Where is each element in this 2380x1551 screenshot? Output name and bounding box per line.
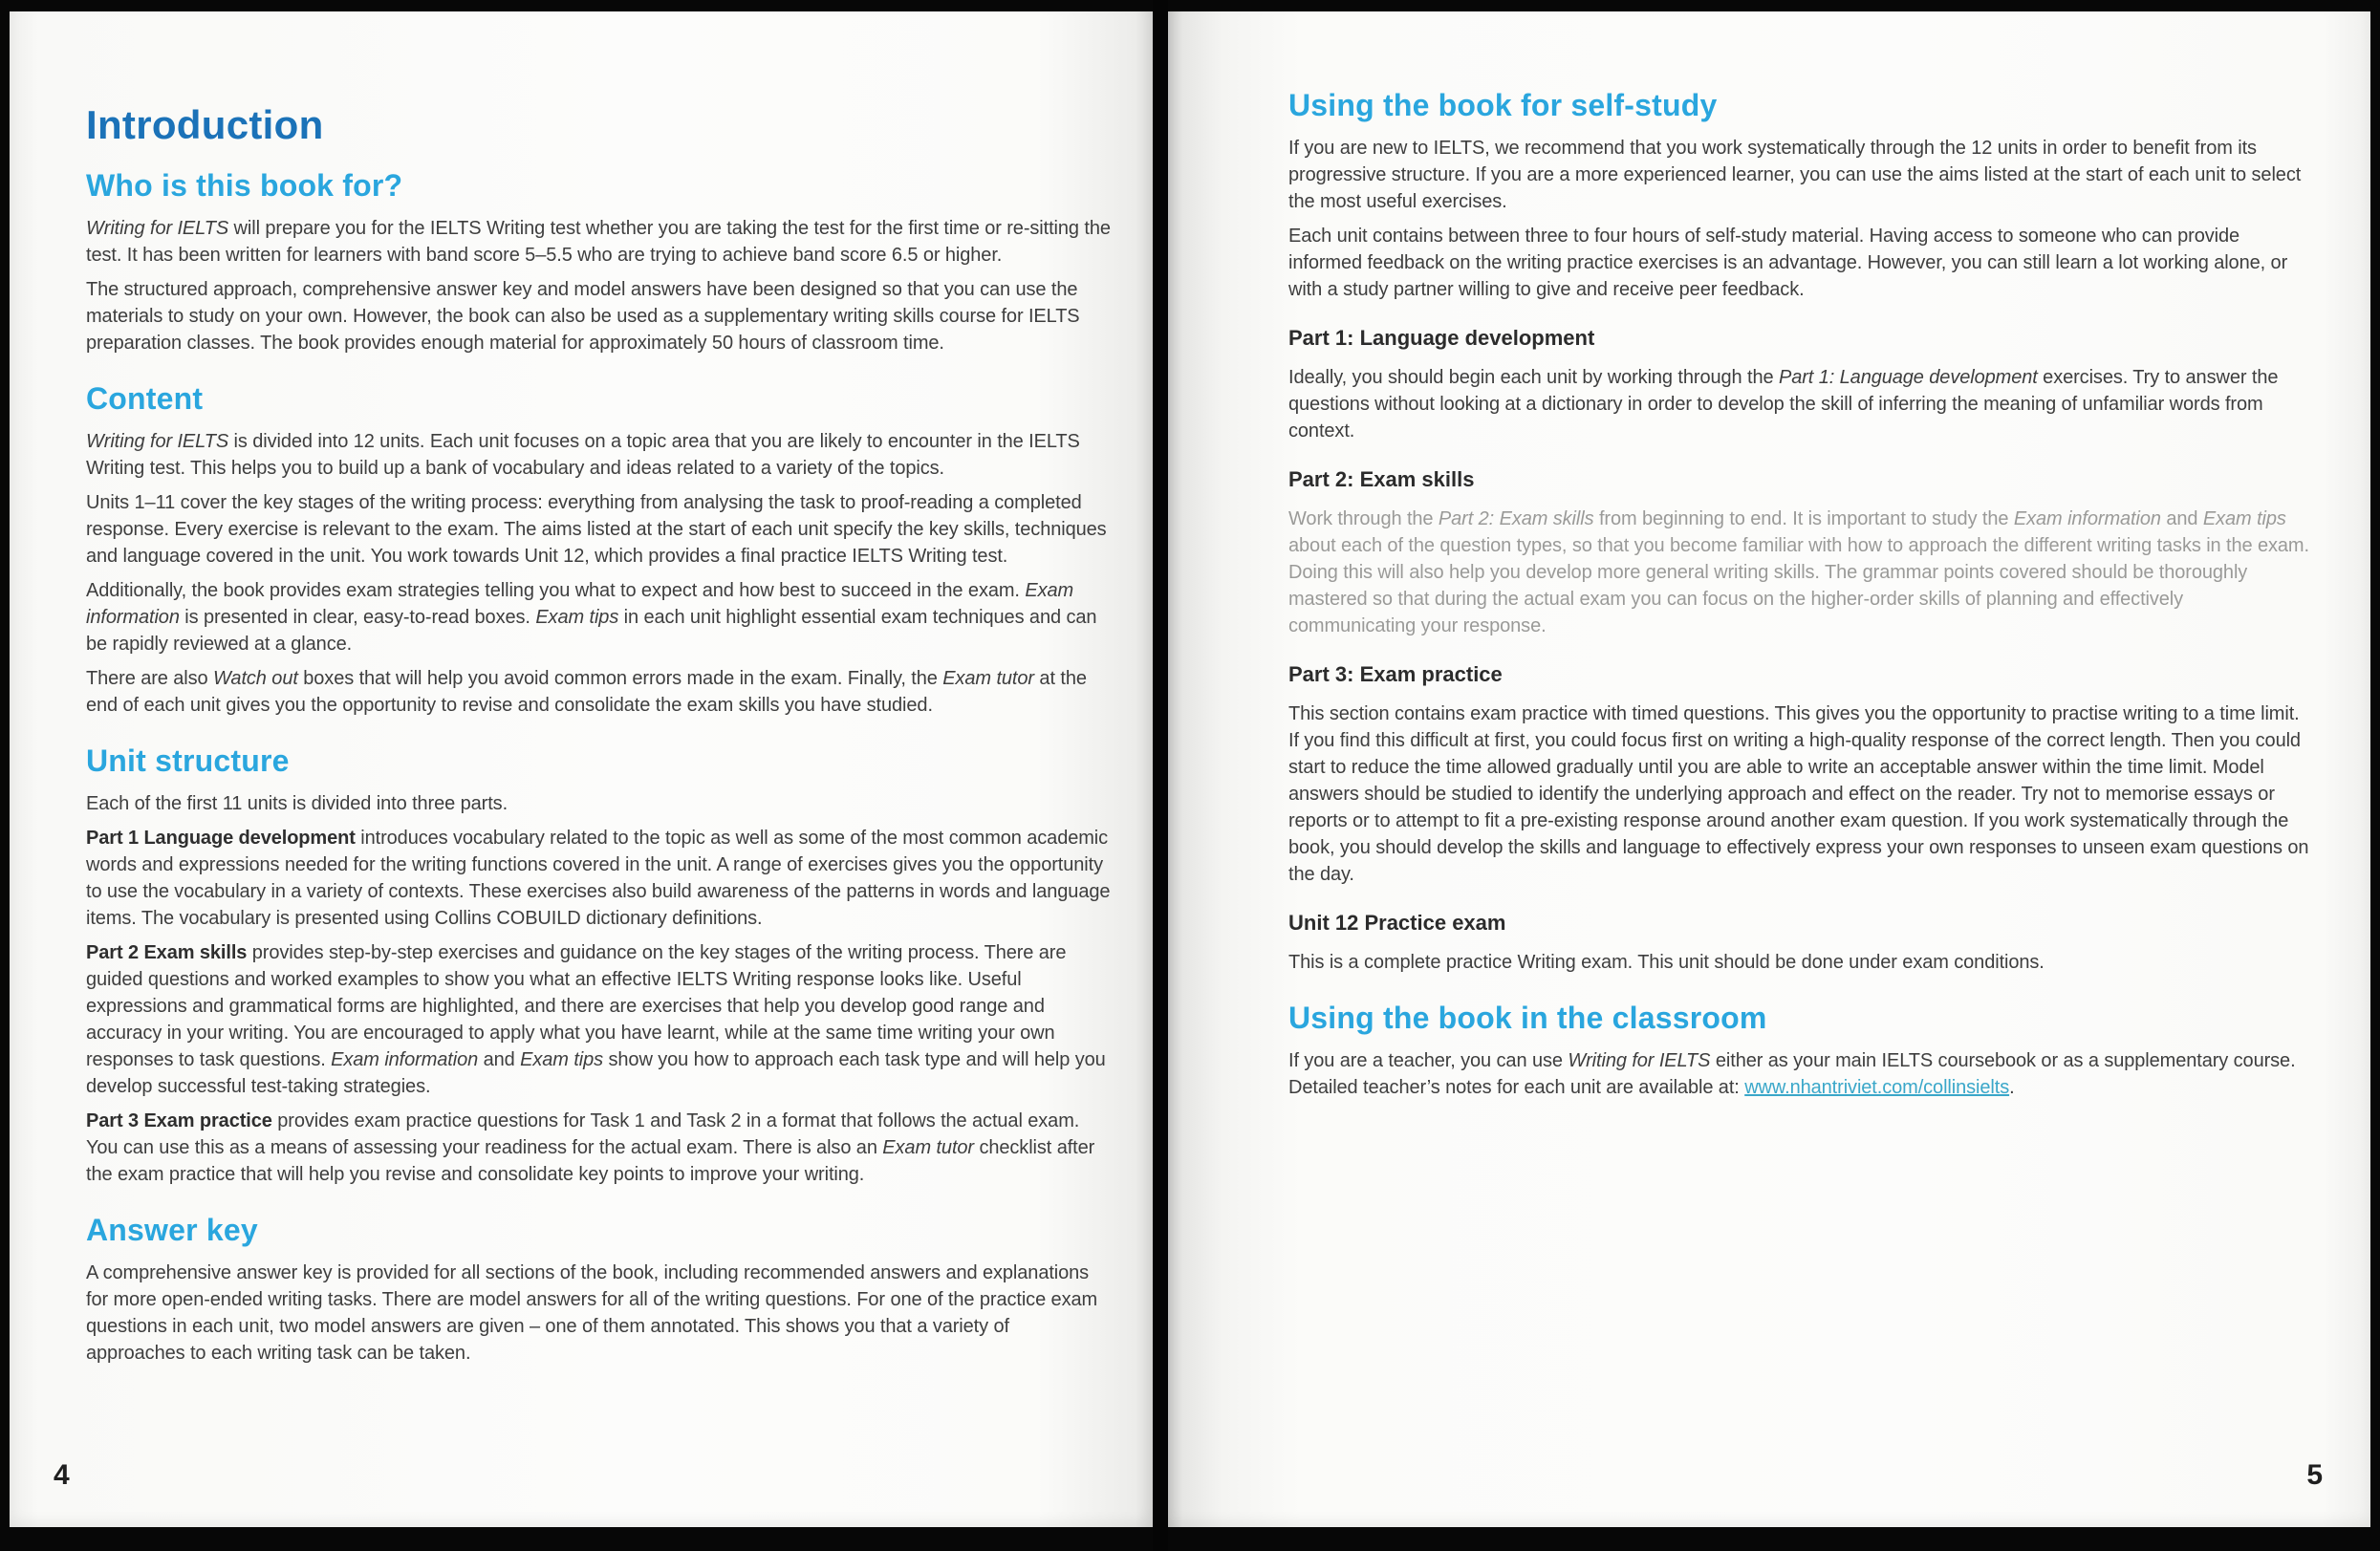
- page-right: [1168, 11, 2370, 1527]
- paragraph: [1288, 1047, 2313, 1101]
- section-heading: Using the book in the classroom: [1288, 1001, 1767, 1035]
- text-segment: Additionally, the book provides exam strategies telling you what to expect and how best to succeed in the exam.: [86, 580, 1026, 601]
- text-segment: Units 1–11 cover the key stages of the writing process: everything from analysing the task to proof-reading a completed response. Every exercise is relevant to the exam. The aims listed at the start of each unit specify the key skills, techniques and language covered in the unit. You work towards Unit 12, which provides a final practice IELTS Writing test.: [86, 492, 1107, 567]
- text-segment: Part 1: Language development: [1778, 367, 2038, 388]
- paragraph: [86, 825, 1111, 932]
- subsection-heading: Part 2: Exam skills: [1288, 467, 1475, 491]
- text-segment: This section contains exam practice with timed questions. This gives you the opportunity to practise writing to a time limit. If you find this difficult at first, you could focus first on writing a high-quality response of the correct length. Then you could start to reduce the time allowed gradually until you are able to write an acceptable answer within the time limit. Model answers should be studied to identify the underlying approach and effect on the reader. Try not to memorise essays or reports or to attempt to fit a pre-existing response around another exam question. If you work systematically through the book, you should develop the skills and language to effectively express your own responses to unseen exam questions on the day.: [1288, 703, 2309, 885]
- text-segment: Each of the first 11 units is divided into three parts.: [86, 793, 508, 814]
- text-segment: Ideally, you should begin each unit by working through the: [1288, 367, 1779, 388]
- right-page-blocks: [1288, 88, 2313, 1101]
- text-segment: Each unit contains between three to four hours of self-study material. Having access to someone who can provide informed feedback on the writing practice exercises is an advantage. However, you can still learn a lot working alone, or with a study partner willing to give and receive peer feedback.: [1288, 226, 2288, 300]
- text-segment: checklist after the exam practice that will help you revise and consolidate key points to improve your writing.: [86, 1137, 1095, 1185]
- paragraph: [86, 790, 1111, 817]
- paragraph: [1288, 506, 2313, 639]
- subsection-heading: Part 1: Language development: [1288, 326, 1595, 350]
- text-segment: about each of the question types, so that you become familiar with how to approach the different writing tasks in the exam. Doing this will also help you develop more general writing skills. The grammar points covered should be thoroughly mastered so that during the actual exam you can focus on the higher-order skills of planning and effectively communicating your response.: [1288, 535, 2309, 636]
- page-left: [10, 11, 1153, 1527]
- text-segment: Exam information: [86, 580, 1074, 628]
- right-page-content: [1288, 88, 2313, 1109]
- section-heading: Content: [86, 381, 204, 416]
- text-segment: in each unit highlight essential exam techniques and can be rapidly reviewed at a glance.: [86, 607, 1097, 655]
- paragraph: [86, 1108, 1111, 1188]
- collins-website-link[interactable]: www.nhantriviet.com/collinsielts: [1744, 1077, 2010, 1098]
- text-segment: boxes that will help you avoid common errors made in the exam. Finally, the: [297, 668, 943, 689]
- text-segment: The structured approach, comprehensive answer key and model answers have been designed so that you can use the materials to study on your own. However, the book can also be used as a supplementary writing skills course for IELTS preparation classes. The book provides enough material for approximately 50 hours of classroom time.: [86, 279, 1080, 354]
- text-segment: provides step-by-step exercises and guidance on the key stages of the writing process. There are guided questions and worked examples to show you what an effective IELTS Writing response looks like. Useful expressions and grammatical forms are highlighted, and there are exercises that help you develop good range and accuracy in your writing. You are encouraged to apply what you have learnt, while at the same time writing your own responses to task questions.: [86, 942, 1067, 1070]
- text-segment: Exam information: [2013, 508, 2161, 529]
- text-segment: and: [2160, 508, 2203, 529]
- text-segment: from beginning to end. It is important to study the: [1593, 508, 2014, 529]
- text-segment: exercises. Try to answer the questions without looking at a dictionary in order to develop the skill of inferring the meaning of unfamiliar words from context.: [1288, 367, 2279, 442]
- paragraph: [86, 939, 1111, 1100]
- page-number-right: 5: [2306, 1459, 2323, 1491]
- left-page-blocks: [86, 168, 1111, 1367]
- section-heading: Answer key: [86, 1213, 258, 1247]
- text-segment: Exam tips: [2202, 508, 2286, 529]
- text-segment: will prepare you for the IELTS Writing test whether you are taking the test for the first time or re-sitting the test. It has been written for learners with band score 5–5.5 who are trying to achieve band score 6.5 or higher.: [86, 218, 1111, 266]
- paragraph: [1288, 949, 2313, 976]
- text-segment: A comprehensive answer key is provided for all sections of the book, including recommended answers and explanations for more open-ended writing tasks. There are model answers for all of the writing questions. For one of the practice exam questions in each unit, two model answers are given – one of them annotated. This shows you that a variety of approaches to each writing task can be taken.: [86, 1262, 1098, 1364]
- paragraph: [1288, 364, 2313, 444]
- text-segment: Watch out: [213, 668, 298, 689]
- text-segment: is presented in clear, easy-to-read boxes.: [179, 607, 536, 628]
- text-segment: provides exam practice questions for Task 1 and Task 2 in a format that follows the actual exam. You can use this as a means of assessing your readiness for the actual exam. There is also an: [86, 1110, 1080, 1158]
- section-heading: Unit structure: [86, 743, 290, 778]
- paragraph: [1288, 700, 2313, 888]
- text-segment: at the end of each unit gives you the opportunity to revise and consolidate the exam skills you have studied.: [86, 668, 1087, 716]
- text-segment: Writing for IELTS: [86, 218, 229, 239]
- text-segment: Exam tutor: [882, 1137, 974, 1158]
- text-segment: Part 3 Exam practice: [86, 1110, 272, 1131]
- text-segment: Part 2 Exam skills: [86, 942, 248, 963]
- text-segment: Work through the: [1288, 508, 1439, 529]
- paragraph: [86, 489, 1111, 570]
- subsection-heading: Part 3: Exam practice: [1288, 662, 1503, 686]
- text-segment: .: [2009, 1077, 2015, 1098]
- text-segment: and: [478, 1049, 521, 1070]
- page-number-left: 4: [54, 1459, 70, 1491]
- text-segment: Part 2: Exam skills: [1438, 508, 1594, 529]
- text-segment: Exam information: [331, 1049, 479, 1070]
- text-segment: Writing for IELTS: [86, 431, 229, 452]
- paragraph: [86, 215, 1111, 269]
- text-segment: There are also: [86, 668, 214, 689]
- text-segment: If you are new to IELTS, we recommend that you work systematically through the 12 units in order to benefit from its progressive structure. If you are a more experienced learner, you can use the aims listed at the start of each unit to select the most useful exercises.: [1288, 138, 2302, 212]
- text-segment: If you are a teacher, you can use: [1288, 1050, 1569, 1071]
- text-segment: Writing for IELTS: [1568, 1050, 1711, 1071]
- text-segment: This is a complete practice Writing exam. This unit should be done under exam conditions.: [1288, 952, 2045, 973]
- paragraph: [86, 276, 1111, 356]
- text-segment: Exam tutor: [942, 668, 1034, 689]
- section-heading: Using the book for self-study: [1288, 88, 1718, 122]
- paragraph: [1288, 223, 2313, 303]
- text-segment: show you how to approach each task type and will help you develop successful test-taking strategies.: [86, 1049, 1106, 1097]
- text-segment: Exam tips: [520, 1049, 604, 1070]
- paragraph: [86, 577, 1111, 657]
- text-segment: Exam tips: [535, 607, 619, 628]
- text-segment: is divided into 12 units. Each unit focuses on a topic area that you are likely to encounter in the IELTS Writing test. This helps you to build up a bank of vocabulary and ideas related to a variety of the topics.: [86, 431, 1080, 479]
- paragraph: [86, 428, 1111, 482]
- text-segment: either as your main IELTS coursebook or as a supplementary course. Detailed teacher’s notes for each unit are available at:: [1288, 1050, 2296, 1098]
- text-segment: Part 1 Language development: [86, 828, 356, 849]
- paragraph: [86, 1260, 1111, 1367]
- left-page-content: [86, 103, 1111, 1374]
- paragraph: [86, 665, 1111, 719]
- paragraph: [1288, 135, 2313, 215]
- text-segment: introduces vocabulary related to the topic as well as some of the most common academic words and expressions needed for the writing functions covered in the unit. A range of exercises gives you the opportunity to use the vocabulary in a variety of contexts. These exercises also build awareness of the patterns in words and language items. The vocabulary is presented using Collins COBUILD dictionary definitions.: [86, 828, 1111, 929]
- page-gutter: [1153, 0, 1168, 1551]
- section-heading: Who is this book for?: [86, 168, 403, 203]
- subsection-heading: Unit 12 Practice exam: [1288, 911, 1506, 935]
- page-title: Introduction: [86, 102, 324, 147]
